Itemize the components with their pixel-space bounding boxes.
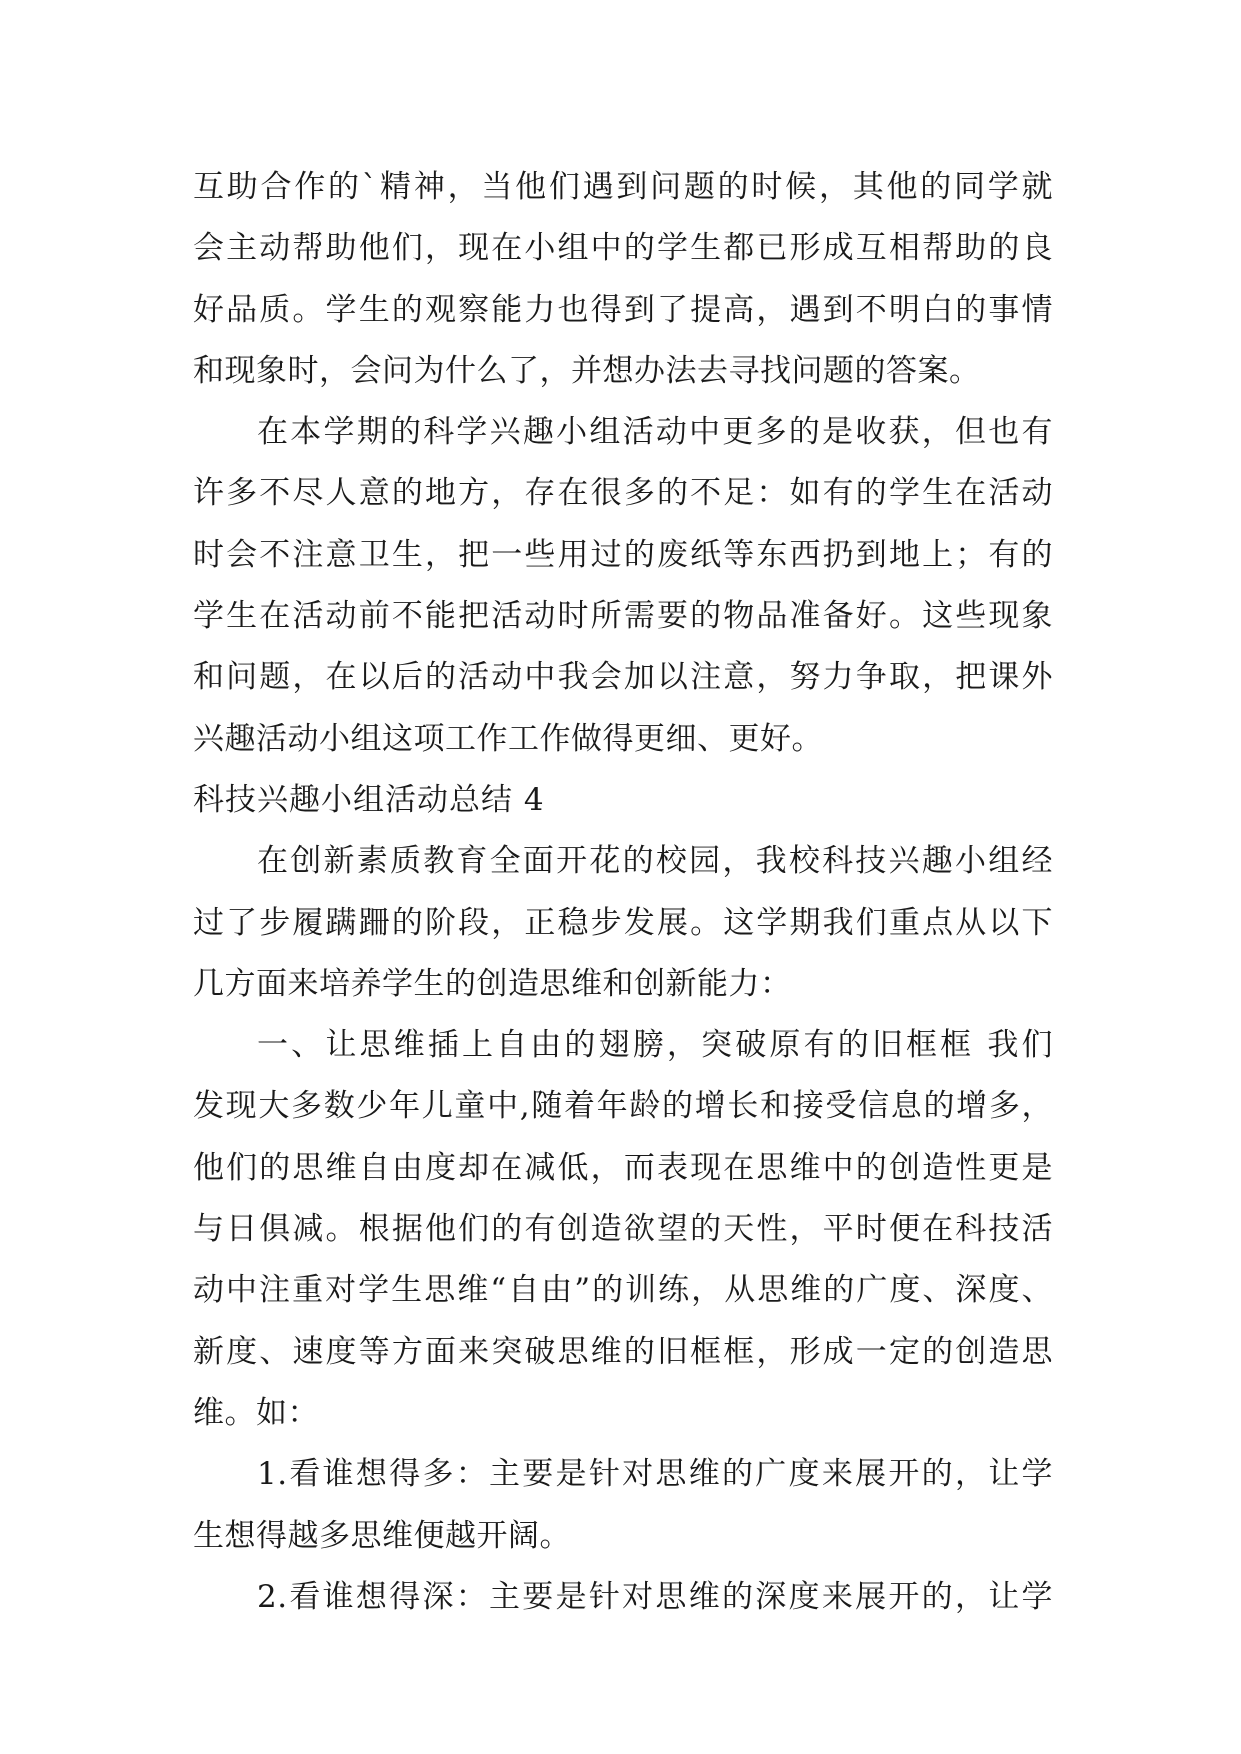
list-item-text: 1.看谁想得多：主要是针对思维的广度来展开的，让学 bbox=[257, 1456, 1053, 1493]
text-line: 许多不尽人意的地方，存在很多的不足：如有的学生在活动 bbox=[193, 475, 1053, 512]
text-line: 互助合作的`精神，当他们遇到问题的时候，其他的同学就 bbox=[193, 169, 1053, 205]
text-line: 发现大多数少年儿童中,随着年龄的增长和接受信息的增多， bbox=[193, 1088, 1053, 1125]
text-line: 与日俱减。根据他们的有创造欲望的天性，平时便在科技活 bbox=[193, 1211, 1053, 1248]
text-line: 和现象时，会问为什么了，并想办法去寻找问题的答案。 bbox=[193, 352, 981, 389]
text-line: 生想得越多思维便越开阔。 bbox=[193, 1517, 571, 1554]
text-line: 动中注重对学生思维“自由”的训练，从思维的广度、深度、 bbox=[193, 1272, 1053, 1309]
document-page bbox=[193, 157, 1053, 1628]
text-line: 在创新素质教育全面开花的校园，我校科技兴趣小组经 bbox=[257, 843, 1053, 880]
text-line: 兴趣活动小组这项工作工作做得更细、更好。 bbox=[193, 720, 823, 757]
text-line: 新度、速度等方面来突破思维的旧框框，形成一定的创造思 bbox=[193, 1333, 1053, 1370]
text-line: 一、让思维插上自由的翅膀，突破原有的旧框框 我们 bbox=[257, 1027, 1053, 1064]
text-line: 会主动帮助他们，现在小组中的学生都已形成互相帮助的良 bbox=[193, 230, 1053, 267]
text-line: 学生在活动前不能把活动时所需要的物品准备好。这些现象 bbox=[193, 598, 1053, 635]
section-heading: 科技兴趣小组活动总结 4 bbox=[193, 781, 545, 818]
text-line: 几方面来培养学生的创造思维和创新能力： bbox=[193, 965, 792, 1002]
text-line: 维。如： bbox=[193, 1394, 319, 1431]
list-item-text: 2.看谁想得深：主要是针对思维的深度来展开的，让学 bbox=[257, 1578, 1053, 1615]
text-line: 在本学期的科学兴趣小组活动中更多的是收获，但也有 bbox=[257, 414, 1053, 451]
text-line: 好品质。学生的观察能力也得到了提高，遇到不明白的事情 bbox=[193, 291, 1053, 328]
text-line: 过了步履蹒跚的阶段，正稳步发展。这学期我们重点从以下 bbox=[193, 904, 1053, 941]
text-line: 他们的思维自由度却在减低，而表现在思维中的创造性更是 bbox=[193, 1149, 1053, 1186]
text-line: 和问题，在以后的活动中我会加以注意，努力争取，把课外 bbox=[193, 659, 1053, 696]
text-line: 时会不注意卫生，把一些用过的废纸等东西扔到地上；有的 bbox=[193, 536, 1053, 573]
